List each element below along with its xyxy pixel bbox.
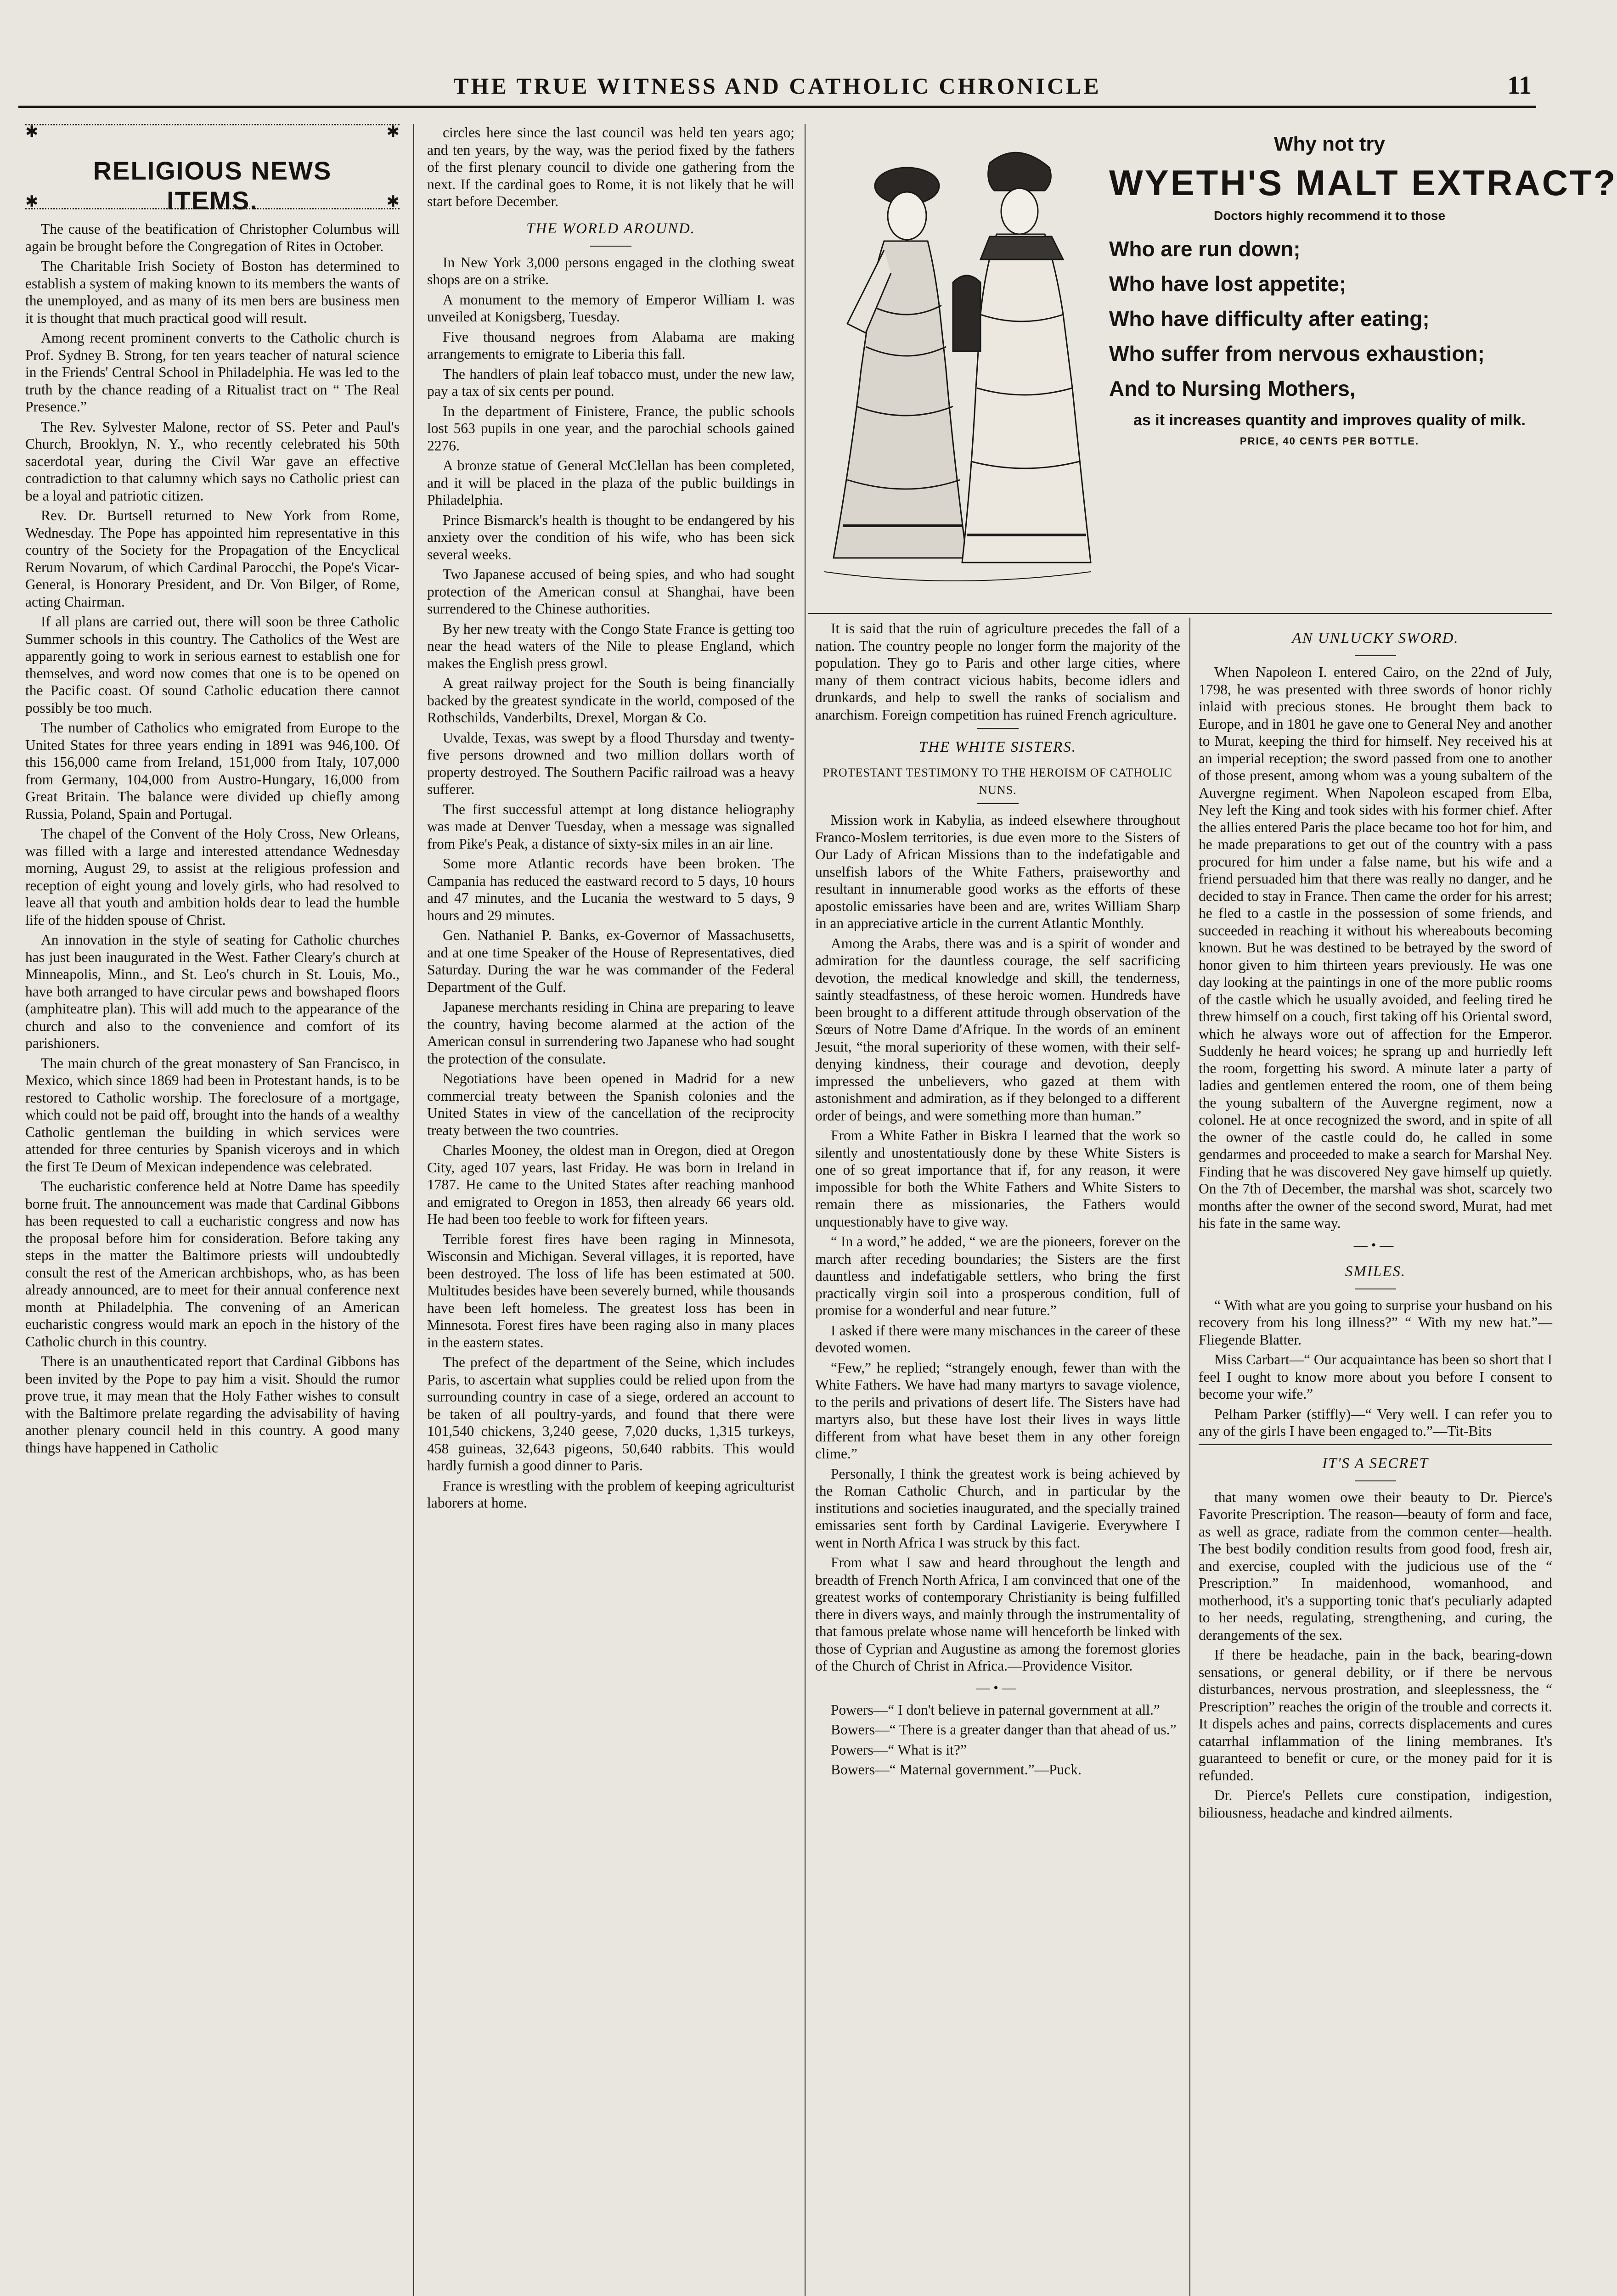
masthead: THE TRUE WITNESS AND CATHOLIC CHRONICLE — [453, 73, 1101, 99]
section-heading: IT'S A SECRET — [1322, 1455, 1429, 1472]
article-paragraph: Among the Arabs, there was and is a spirit of wonder and admiration for the dauntless courage, the self sacrificing devotion, the medical knowledge and skill, the tenderness, saintly steadfastness, of these heroic women. Hundreds have been brought to a different attitude through observation of the Sœurs of Notre Dame d'Afrique. In the words of an eminent Jesuit, “the moral superiority of these women, with their self-denying kindness, their courage and devotion, deeply impressed the unbelievers, who gazed at them with astonishment and admiration, as if they belonged to a different order of beings, and were something more than human.” — [815, 935, 1180, 1124]
article-paragraph: Two Japanese accused of being spies, and who had sought protection of the American consul at Shanghai, have been surrendered to the Chinese authorities. — [427, 566, 794, 617]
article-paragraph: When Napoleon I. entered Cairo, on the 22nd of July, 1798, he was presented with three swords of honor richly inlaid with precious stones. He brought them back to Europe, and in 1801 he gave one to General Ney and another to Murat, keeping the third for himself. Ney received his at an imperial reception; the sword passed from one to another of those present, among whom was a young subaltern of the Auvergne regiment. When Napoleon escaped from Elba, Ney left the King and took sides with his former chief. After the allies entered Paris the place became too hot for him, and he made preparations to get out of the country with a pass procured for him under a false name, but his wife and a friend persuaded him that there was really no danger, and he decided to stay in France. Then came the order for his arrest; he fled to a castle in the possession of some friends, and succeeded in reaching it without his whereabouts becoming known. But he was destined to be betrayed by the sword of honor given to him thirteen years previously. He was one day looking at the paintings in one of the more public rooms of the castle which he usually avoided, and feeling tired he threw himself on a couch, first taking off his Oriental sword, which he always wore out of affection for the Emperor. Suddenly he heard voices; he sprang up and hurriedly left the room, forgetting his sword. A minute later a party of ladies and gentlemen entered the room, one of them being the young subaltern of the Auvergne regiment, now a colonel. He at once recognized the sword, and in spite of all the owner of the castle could do, he called in some gendarmes and proceeded to make a search for Marshal Ney. Finding that he was discovered Ney gave himself up quietly. On the 7th of December, the marshal was shot, scarcely two months after the owner of the second sword, Murat, had met his fate in the same way. — [1199, 664, 1552, 1231]
article-paragraph: In the department of Finistere, France, the public schools lost 563 pupils in one year, and the parochial schools gained 2276. — [427, 403, 794, 454]
article-paragraph: “ In a word,” he added, “ we are the pioneers, forever on the march after receding boundaries; the Sisters are the first dauntless and indefatigable settlers, who bring the first practically virgin soil into a prosperous condition, full of promise for a wonderful and near future.” — [815, 1233, 1180, 1318]
ad-bottom-rule — [808, 613, 1552, 614]
article-paragraph: Some more Atlantic records have been broken. The Campania has reduced the eastward record to 5 days, 10 hours and 47 minutes, and the Lucania the westward to 5 days, 9 hours and 29 minutes. — [427, 855, 794, 923]
article-paragraph: From a White Father in Biskra I learned that the work so silently and unostentatiously done by these White Sisters is one of so great importance that if, for any reason, it were impossible for both the White Fathers and White Sisters to remain there as missionaries, the Fathers would unquestionably have to give way. — [815, 1127, 1180, 1230]
star-ornament-icon: ✱ — [386, 193, 400, 210]
article-paragraph: The handlers of plain leaf tobacco must, under the new law, pay a tax of six cents per pound. — [427, 366, 794, 399]
joke-line: Powers—“ What is it?” — [831, 1741, 967, 1758]
article-paragraph: If there be headache, pain in the back, bearing-down sensations, or general debility, or if there be nervous disturbances, nervous prostration, and sleeplessness, the “ Prescription” reaches the origin of the trouble and corrects it. It dispels aches and pains, corrects displacements and cures catarrhal inflammation of the lining membranes. It's guaranteed to benefit or cure, or the money paid for it is refunded. — [1199, 1647, 1552, 1784]
joke-line: Bowers—“ There is a greater danger than that ahead of us.” — [831, 1722, 1177, 1738]
article-paragraph: Uvalde, Texas, was swept by a flood Thursday and twenty-five persons drowned and two million dollars worth of property destroyed. The Southern Pacific railroad was a heavy sufferer. — [427, 729, 794, 797]
ad-brand-name: WYETH'S MALT EXTRACT? — [1109, 163, 1617, 203]
article-paragraph: Negotiations have been opened in Madrid for a new commercial treaty between the Spanish colonies and the United States in view of the cancellation of the reciprocity treaty between the two countries. — [427, 1070, 794, 1138]
article-paragraph: Mission work in Kabylia, as indeed elsewhere throughout Franco-Moslem territories, is due even more to the Sisters of Our Lady of African Missions than to the indefatigable and unselfish labors of the White Fathers, praiseworthy and resultant in innumerable good works as the efforts of these apostolic emissaries have been and are, writes William Sharp in an appreciative article in the current Atlantic Monthly. — [815, 812, 1180, 931]
article-paragraph: A bronze statue of General McClellan has been completed, and it will be placed in the plaza of the public buildings in Philadelphia. — [427, 457, 794, 508]
article-paragraph: The main church of the great monastery of San Francisco, in Mexico, which since 1869 had been in Protestant hands, is to be restored to Catholic worship. The foreclosure of a mortgage, which could not be paid off, brought into the hands of a wealthy Catholic gentleman the building in which services were attended for three centuries by Spanish viceroys and in which the first Te Deum of Mexican independence was celebrated. — [25, 1055, 400, 1175]
ad-benefit-item: Who suffer from nervous exhaustion; — [1109, 342, 1485, 366]
ornament-divider: ―•― — [1353, 1237, 1397, 1253]
article-paragraph: Prince Bismarck's health is thought to be endangered by his anxiety over the condition of his wife, who has been sick several weeks. — [427, 512, 794, 563]
ad-benefit-list — [1109, 231, 1550, 406]
malt-extract-advertisement — [815, 131, 1617, 608]
article-paragraph: The first successful attempt at long distance heliography was made at Denver Tuesday, when a message was signalled from Pike's Peak, a distance of sixty-six miles in an air line. — [427, 801, 794, 852]
divider — [590, 246, 631, 247]
article-paragraph: The number of Catholics who emigrated from Europe to the United States for three years ending in 1891 was 946,100. Of this 156,000 came from Ireland, 151,000 from Italy, 107,000 from Germany, 104,000 from Austro-Hungary, 16,000 from Great Britain. The balance were divided up chiefly among Russia, Poland, Spain and Portugal. — [25, 720, 400, 822]
article-paragraph: In New York 3,000 persons engaged in the clothing sweat shops are on a strike. — [427, 254, 794, 287]
article-paragraph: Charles Mooney, the oldest man in Oregon, died at Oregon City, aged 107 years, last Friday. He was born in Ireland in 1787. He came to the United States after reaching manhood and emigrated to Oregon in 1853, then already 66 years old. He had been too feeble to work for fifteen years. — [427, 1142, 794, 1227]
column-white-sisters — [815, 620, 1180, 2296]
article-paragraph: The eucharistic conference held at Notre Dame has speedily borne fruit. The announcement was made that Cardinal Gibbons has been requested to call a eucharistic congress and now has the proposal before him for consideration. Before taking any steps in the matter the Baltimore priests will undoubtedly consult the rest of the American archbishops, who, as has been already announced, are to meet for their annual conference next month at Philadelphia. The convening of an American eucharistic congress would mark an epoch in the history of the Catholic church in this country. — [25, 1178, 400, 1350]
article-paragraph: Personally, I think the greatest work is being achieved by the Roman Catholic Church, and in particular by the institutions and societies inaugurated, and the specially trained emissaries sent forth by Cardinal Lavigerie. Everywhere I went in North Africa I was struck by this fact. — [815, 1465, 1180, 1551]
article-paragraph: The chapel of the Convent of the Holy Cross, New Orleans, was filled with a large and interested attendance Wednesday morning, August 29, to assist at the religious profession and reception of eight young and lovely girls, who had resolved to leave all that youth and ambition holds dear to lead the humble life of the hidden spouse of Christ. — [25, 826, 400, 928]
column-rule — [413, 124, 414, 2296]
joke-line: Powers—“ I don't believe in paternal government at all.” — [831, 1701, 1160, 1718]
ad-benefit-item: Who are run down; — [1109, 237, 1301, 261]
page-number: 11 — [1507, 71, 1532, 100]
star-ornament-icon: ✱ — [386, 124, 400, 141]
article-paragraph: Five thousand negroes from Alabama are making arrangements to emigrate to Liberia this fall. — [427, 328, 794, 362]
divider — [1355, 655, 1396, 656]
article-paragraph: The Rev. Sylvester Malone, rector of SS. Peter and Paul's Church, Brooklyn, N. Y., who recently celebrated his 50th sacerdotal year, during the Civil War gave an effective contradiction to that calumny which says no Catholic priest can be a loyal and patriotic citizen. — [25, 418, 400, 504]
section-subheading: PROTESTANT TESTIMONY TO THE HEROISM OF CATHOLIC NUNS. — [823, 766, 1172, 797]
two-women-illustration — [815, 131, 1100, 608]
article-paragraph: Miss Carbart—“ Our acquaintance has been so short that I feel I ought to know more about you before I consent to become your wife.” — [1199, 1351, 1552, 1402]
article-paragraph: “Few,” he replied; “strangely enough, fewer than with the White Fathers. We have had many martyrs to savage violence, to the perils and privations of desert life. The Sisters have had martyrs also, but these have lost their lives in ways little different from what have beset them in any other foreign clime.” — [815, 1359, 1180, 1462]
article-paragraph: A great railway project for the South is being financially backed by the greatest syndicate in the world, composed of the Rothschilds, Vanderbilts, Drexel, Morgan & Co. — [427, 675, 794, 726]
section-heading: SMILES. — [1345, 1263, 1406, 1280]
ad-benefit-item: Who have lost appetite; — [1109, 272, 1347, 296]
ornament-divider: ―•― — [976, 1680, 1020, 1695]
article-paragraph: “ With what are you going to surprise your husband on his recovery from his long illness?” “ With my new hat.”—Fliegende Blatter. — [1199, 1297, 1552, 1348]
article-paragraph: By her new treaty with the Congo State France is getting too near the head waters of the Nile to please England, which makes the English press growl. — [427, 620, 794, 671]
joke-line: Bowers—“ Maternal government.”—Puck. — [831, 1761, 1082, 1778]
article-paragraph: Pelham Parker (stiffly)—“ Very well. I can refer you to any of the girls I have been engaged to.”—Tit-Bits — [1199, 1406, 1552, 1439]
ad-milk-claim: as it increases quantity and improves quality of milk. — [1133, 411, 1526, 429]
column-religious-news — [25, 124, 400, 2296]
page-header — [18, 69, 1536, 108]
article-paragraph: Terrible forest fires have been raging in Minnesota, Wisconsin and Michigan. Several villages, it is reported, have been destroyed. The loss of life has been estimated at 500. Multitudes besides have been severely burned, while thousands have been left homeless. The greatest loss has been in Minnesota. Forest fires have been raging also in many places in the eastern states. — [427, 1231, 794, 1351]
section-title: RELIGIOUS NEWS ITEMS. — [93, 156, 332, 215]
section-heading: AN UNLUCKY SWORD. — [1292, 630, 1459, 647]
article-paragraph: Among recent prominent converts to the Catholic church is Prof. Sydney B. Strong, for ten years teacher of natural science in the Friends' Central School in Philadelphia. He was led to the truth by the chance reading of a Ritualist tract on “ The Real Presence.” — [25, 330, 400, 415]
column-rule — [805, 124, 806, 2296]
section-heading: THE WORLD AROUND. — [526, 220, 695, 237]
article-paragraph: An innovation in the style of seating for Catholic churches has just been inaugurated in the West. Father Cleary's church at Minneapolis, Minn., and St. Leo's church in St. Louis, Mo., have both arranged to have circular pews and bowshaped floors (amphiteatre plan). This will add much to the appearance of the church and also to the convenience and comfort of its parishioners. — [25, 932, 400, 1051]
ad-lead-line: Why not try — [1274, 133, 1385, 155]
article-paragraph: Rev. Dr. Burtsell returned to New York from Rome, Wednesday. The Pope has appointed him representative in this country of the Society for the Propagation of the Encyclical Rerum Novarum, of which Cardinal Parocchi, the Pope's Vicar-General, is Honorary President, and Dr. Von Bilger, of Rome, acting Chairman. — [25, 507, 400, 610]
article-paragraph: Dr. Pierce's Pellets cure constipation, indigestion, biliousness, headache and kindred ailments. — [1199, 1787, 1552, 1821]
divider — [977, 728, 1019, 729]
ad-recommendation: Doctors highly recommend it to those — [1213, 208, 1446, 223]
article-paragraph: I asked if there were many mischances in the career of these devoted women. — [815, 1322, 1180, 1356]
section-heading: THE WHITE SISTERS. — [918, 739, 1077, 755]
divider — [977, 803, 1019, 804]
article-paragraph: Gen. Nathaniel P. Banks, ex-Governor of Massachusetts, and at one time Speaker of the House of Representatives, died Saturday. During the war he was commander of the Federal Department of the Gulf. — [427, 927, 794, 995]
star-ornament-icon: ✱ — [25, 124, 39, 141]
ad-benefit-item: And to Nursing Mothers, — [1109, 377, 1356, 400]
column-rule — [1189, 618, 1190, 2296]
religious-news-heading-box — [25, 124, 400, 215]
ad-copy — [1109, 131, 1617, 447]
article-paragraph: A monument to the memory of Emperor William I. was unveiled at Konigsberg, Tuesday. — [427, 291, 794, 325]
article-paragraph: Japanese merchants residing in China are preparing to leave the country, having become alarmed at the action of the American consul in surrendering two Japanese who had sought the protection of the consulate. — [427, 999, 794, 1067]
article-paragraph: The Charitable Irish Society of Boston has determined to establish a system of making known to its members the wants of the unemployed, and as many of its men bers are business men it is thought that much practical good will result. — [25, 258, 400, 326]
column-world-around — [427, 124, 794, 2296]
column-unlucky-sword — [1199, 620, 1552, 2296]
ad-price: PRICE, 40 CENTS PER BOTTLE. — [1240, 435, 1420, 447]
article-paragraph: The cause of the beatification of Christopher Columbus will again be brought before the Congregation of Rites in October. — [25, 221, 400, 254]
star-ornament-icon: ✱ — [25, 193, 39, 210]
article-paragraph: If all plans are carried out, there will soon be three Catholic Summer schools in this country. The Catholics of the West are apparently going to work in serious earnest to establish one for themselves, and word now comes that one is to be opened on the Pacific coast. Of sound Catholic education there cannot possibly be too much. — [25, 613, 400, 716]
divider — [1355, 1480, 1396, 1481]
article-paragraph: From what I saw and heard throughout the length and breadth of French North Africa, I am convinced that one of the greatest works of contemporary Christianity is being fulfilled there in divers ways, and mainly through the instrumentality of that famous prelate whose name will henceforth be linked with those of Cyprian and Augustine as among the foremost glories of the Church of Christ in Africa.—Providence Visitor. — [815, 1554, 1180, 1674]
article-paragraph: France is wrestling with the problem of keeping agriculturist laborers at home. — [427, 1477, 794, 1511]
divider — [1199, 1444, 1552, 1445]
article-paragraph: circles here since the last council was held ten years ago; and ten years, by the way, was the period fixed by the fathers of the first plenary council to divide one gathering from the next. If the cardinal goes to Rome, it is not likely that he will start before December. — [427, 124, 794, 209]
article-paragraph: that many women owe their beauty to Dr. Pierce's Favorite Prescription. The reason—beauty of form and face, as well as grace, radiate from the common center—health. The best bodily condition results from good food, fresh air, and exercise, coupled with the judicious use of the “ Prescription.” In maidenhood, womanhood, and motherhood, it's a supporting tonic that's peculiarly adapted to her needs, regulating, strengthening, and curing, the derangements of the sex. — [1199, 1489, 1552, 1643]
article-paragraph: There is an unauthenticated report that Cardinal Gibbons has been invited by the Pope to pay him a visit. Should the rumor prove true, it may mean that the Holy Father wishes to consult with the Baltimore prelate regarding the advisability of having another plenary council held in this country. A good many things have happened in Catholic — [25, 1353, 400, 1456]
article-paragraph: It is said that the ruin of agriculture precedes the fall of a nation. The country people no longer form the majority of the population. They go to Paris and other large cities, where many of them contract vicious habits, become idlers and drunkards, and help to swell the ranks of socialism and anarchism. Foreign competition has ruined French agriculture. — [815, 620, 1180, 723]
ad-benefit-item: Who have difficulty after eating; — [1109, 307, 1430, 331]
article-paragraph: The prefect of the department of the Seine, which includes Paris, to ascertain what supplies could be relied upon from the surrounding country in case of a siege, ordered an account to be taken of all poultry-yards, and found that there were 101,540 chickens, 3,240 geese, 7,020 ducks, 1,315 turkeys, 458 guineas, 32,643 pigeons, 50,640 rabbits. This would hardly furnish a good dinner to Paris. — [427, 1354, 794, 1474]
